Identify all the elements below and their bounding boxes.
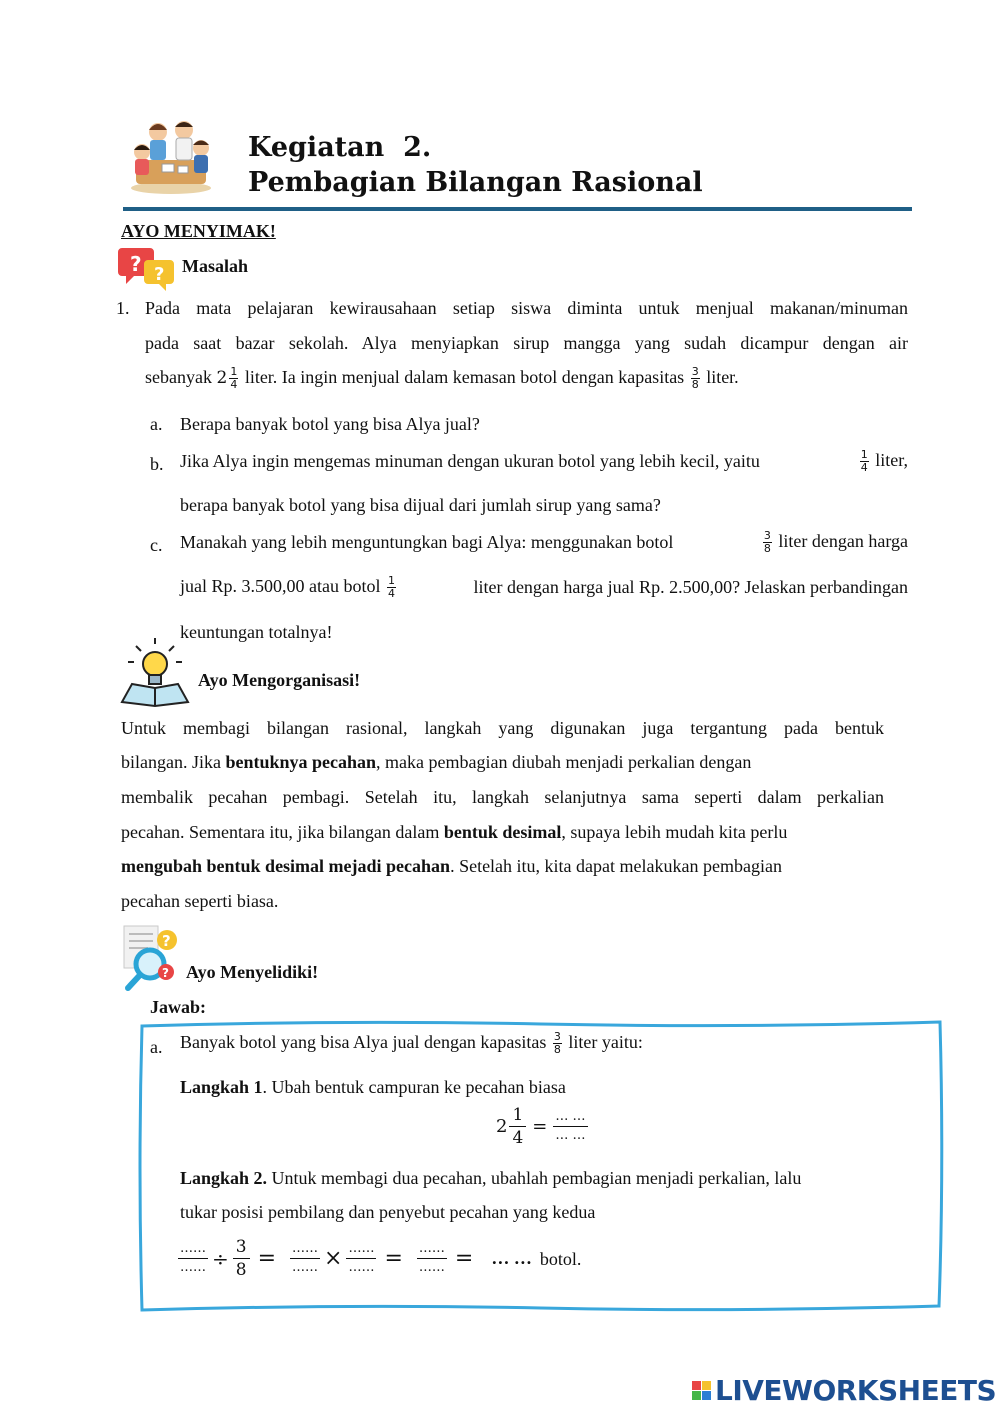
- question-line: Pada mata pelajaran kewirausahaan setiap siswa diminta untuk menjual makanan/minuman: [145, 298, 908, 318]
- subquestion-text: jual Rp. 3.500,00 atau botol $\frac{1}{4}$ liter dengan harga jual Rp. 2.500,00? Jelaskan perbandingan: [180, 574, 908, 601]
- subquestion-text: keuntungan totalnya!: [180, 622, 333, 642]
- answer-a-label: a.: [150, 1037, 163, 1057]
- result-blank[interactable]: … …: [491, 1248, 532, 1268]
- question-line: pada saat bazar sekolah. Alya menyiapkan sirup mangga yang sudah dicampur dengan air: [145, 333, 908, 353]
- step2-text: Langkah 2. Untuk membagi dua pecahan, ubahlah pembagian menjadi perkalian, lalu: [180, 1168, 802, 1188]
- blank-fraction[interactable]: $\frac{\dots\dots}{\dots\dots}$: [180, 1241, 206, 1275]
- equation-division: $\frac{\dots\dots}{\dots\dots}$ ÷ $\frac{3}{8}$ = $\frac{\dots\dots}{\dots\dots}$ × $\frac{\dots\dots}{\dots\dots}$ = $\frac{\dots\dots}{\dots\dots}$ = … … botol.: [180, 1237, 582, 1280]
- question-bubbles-icon: [118, 244, 176, 292]
- page-title-line2: Pembagian Bilangan Rasional: [248, 167, 703, 198]
- step2-text: tukar posisi pembilang dan penyebut pecahan yang kedua: [180, 1202, 596, 1222]
- lightbulb-book-icon: [118, 636, 192, 708]
- question-line: sebanyak 2 $\frac{1}{4}$ liter. Ia ingin menjual dalam kemasan botol dengan kapasitas $\frac{3}{8}$ liter.: [145, 365, 739, 392]
- subquestion-text: berapa banyak botol yang bisa dijual dari jumlah sirup yang sama?: [180, 495, 661, 515]
- subquestion-text: Jika Alya ingin mengemas minuman dengan ukuran botol yang lebih kecil, yaitu $\frac{1}{4}$ liter,: [180, 448, 908, 475]
- header-illustration: [128, 118, 214, 196]
- masalah-label: Masalah: [182, 256, 249, 276]
- liveworksheets-logo-icon: [692, 1381, 711, 1400]
- organisasi-label: Ayo Mengorganisasi!: [198, 670, 361, 690]
- organisasi-paragraph-line: mengubah bentuk desimal mejadi pecahan. Setelah itu, kita dapat melakukan pembagian: [121, 856, 782, 876]
- organisasi-paragraph-line: pecahan. Sementara itu, jika bilangan dalam bentuk desimal, supaya lebih mudah kita perlu: [121, 822, 788, 842]
- question-number: 1.: [116, 298, 130, 318]
- svg-text:?: ?: [154, 264, 165, 285]
- equation-mixed-to-improper: 2 $\frac{1}{4}$ = $\frac{\dots \dots}{\dots \dots}$: [496, 1105, 586, 1148]
- result-unit: botol.: [539, 1248, 582, 1269]
- magnifier-icon: [120, 924, 182, 994]
- organisasi-paragraph-line: membalik pecahan pembagi. Setelah itu, langkah selanjutnya sama seperti dalam perkalian: [121, 787, 884, 807]
- subquestion-text: Manakah yang lebih menguntungkan bagi Alya: menggunakan botol $\frac{3}{8}$ liter dengan harga: [180, 529, 908, 556]
- organisasi-paragraph-line: bilangan. Jika bentuknya pecahan, maka pembagian diubah menjadi perkalian dengan: [121, 752, 752, 772]
- liveworksheets-logo: [692, 1374, 996, 1407]
- blank-fraction[interactable]: $\frac{\dots \dots}{\dots \dots}$: [555, 1109, 586, 1143]
- step1-text: Langkah 1. Ubah bentuk campuran ke pecahan biasa: [180, 1077, 566, 1097]
- answer-a-text: Banyak botol yang bisa Alya jual dengan kapasitas $\frac{3}{8}$ liter yaitu:: [180, 1030, 643, 1057]
- subquestion-label: b.: [150, 454, 164, 474]
- page-title-line1: Kegiatan 2.: [248, 132, 432, 163]
- subquestion-label: a.: [150, 414, 163, 434]
- jawab-label: Jawab:: [150, 997, 207, 1017]
- blank-fraction[interactable]: $\frac{\dots\dots}{\dots\dots}$: [418, 1241, 445, 1275]
- organisasi-paragraph-line: pecahan seperti biasa.: [121, 891, 279, 911]
- blank-fraction[interactable]: $\frac{\dots\dots}{\dots\dots}$: [292, 1241, 319, 1275]
- svg-text:?: ?: [130, 252, 142, 276]
- selidiki-label: Ayo Menyelidiki!: [186, 962, 319, 982]
- liveworksheets-brand: LIVEWORKSHEETS: [715, 1374, 997, 1407]
- blank-fraction[interactable]: $\frac{\dots\dots}{\dots\dots}$: [348, 1241, 375, 1275]
- header-rule: [123, 207, 912, 211]
- svg-text:?: ?: [162, 966, 169, 980]
- section-heading: AYO MENYIMAK!: [121, 221, 276, 241]
- svg-text:?: ?: [162, 932, 171, 950]
- subquestion-text: Berapa banyak botol yang bisa Alya jual?: [180, 414, 480, 434]
- subquestion-label: c.: [150, 535, 163, 555]
- organisasi-paragraph-line: Untuk membagi bilangan rasional, langkah yang digunakan juga tergantung pada bentuk: [121, 718, 884, 738]
